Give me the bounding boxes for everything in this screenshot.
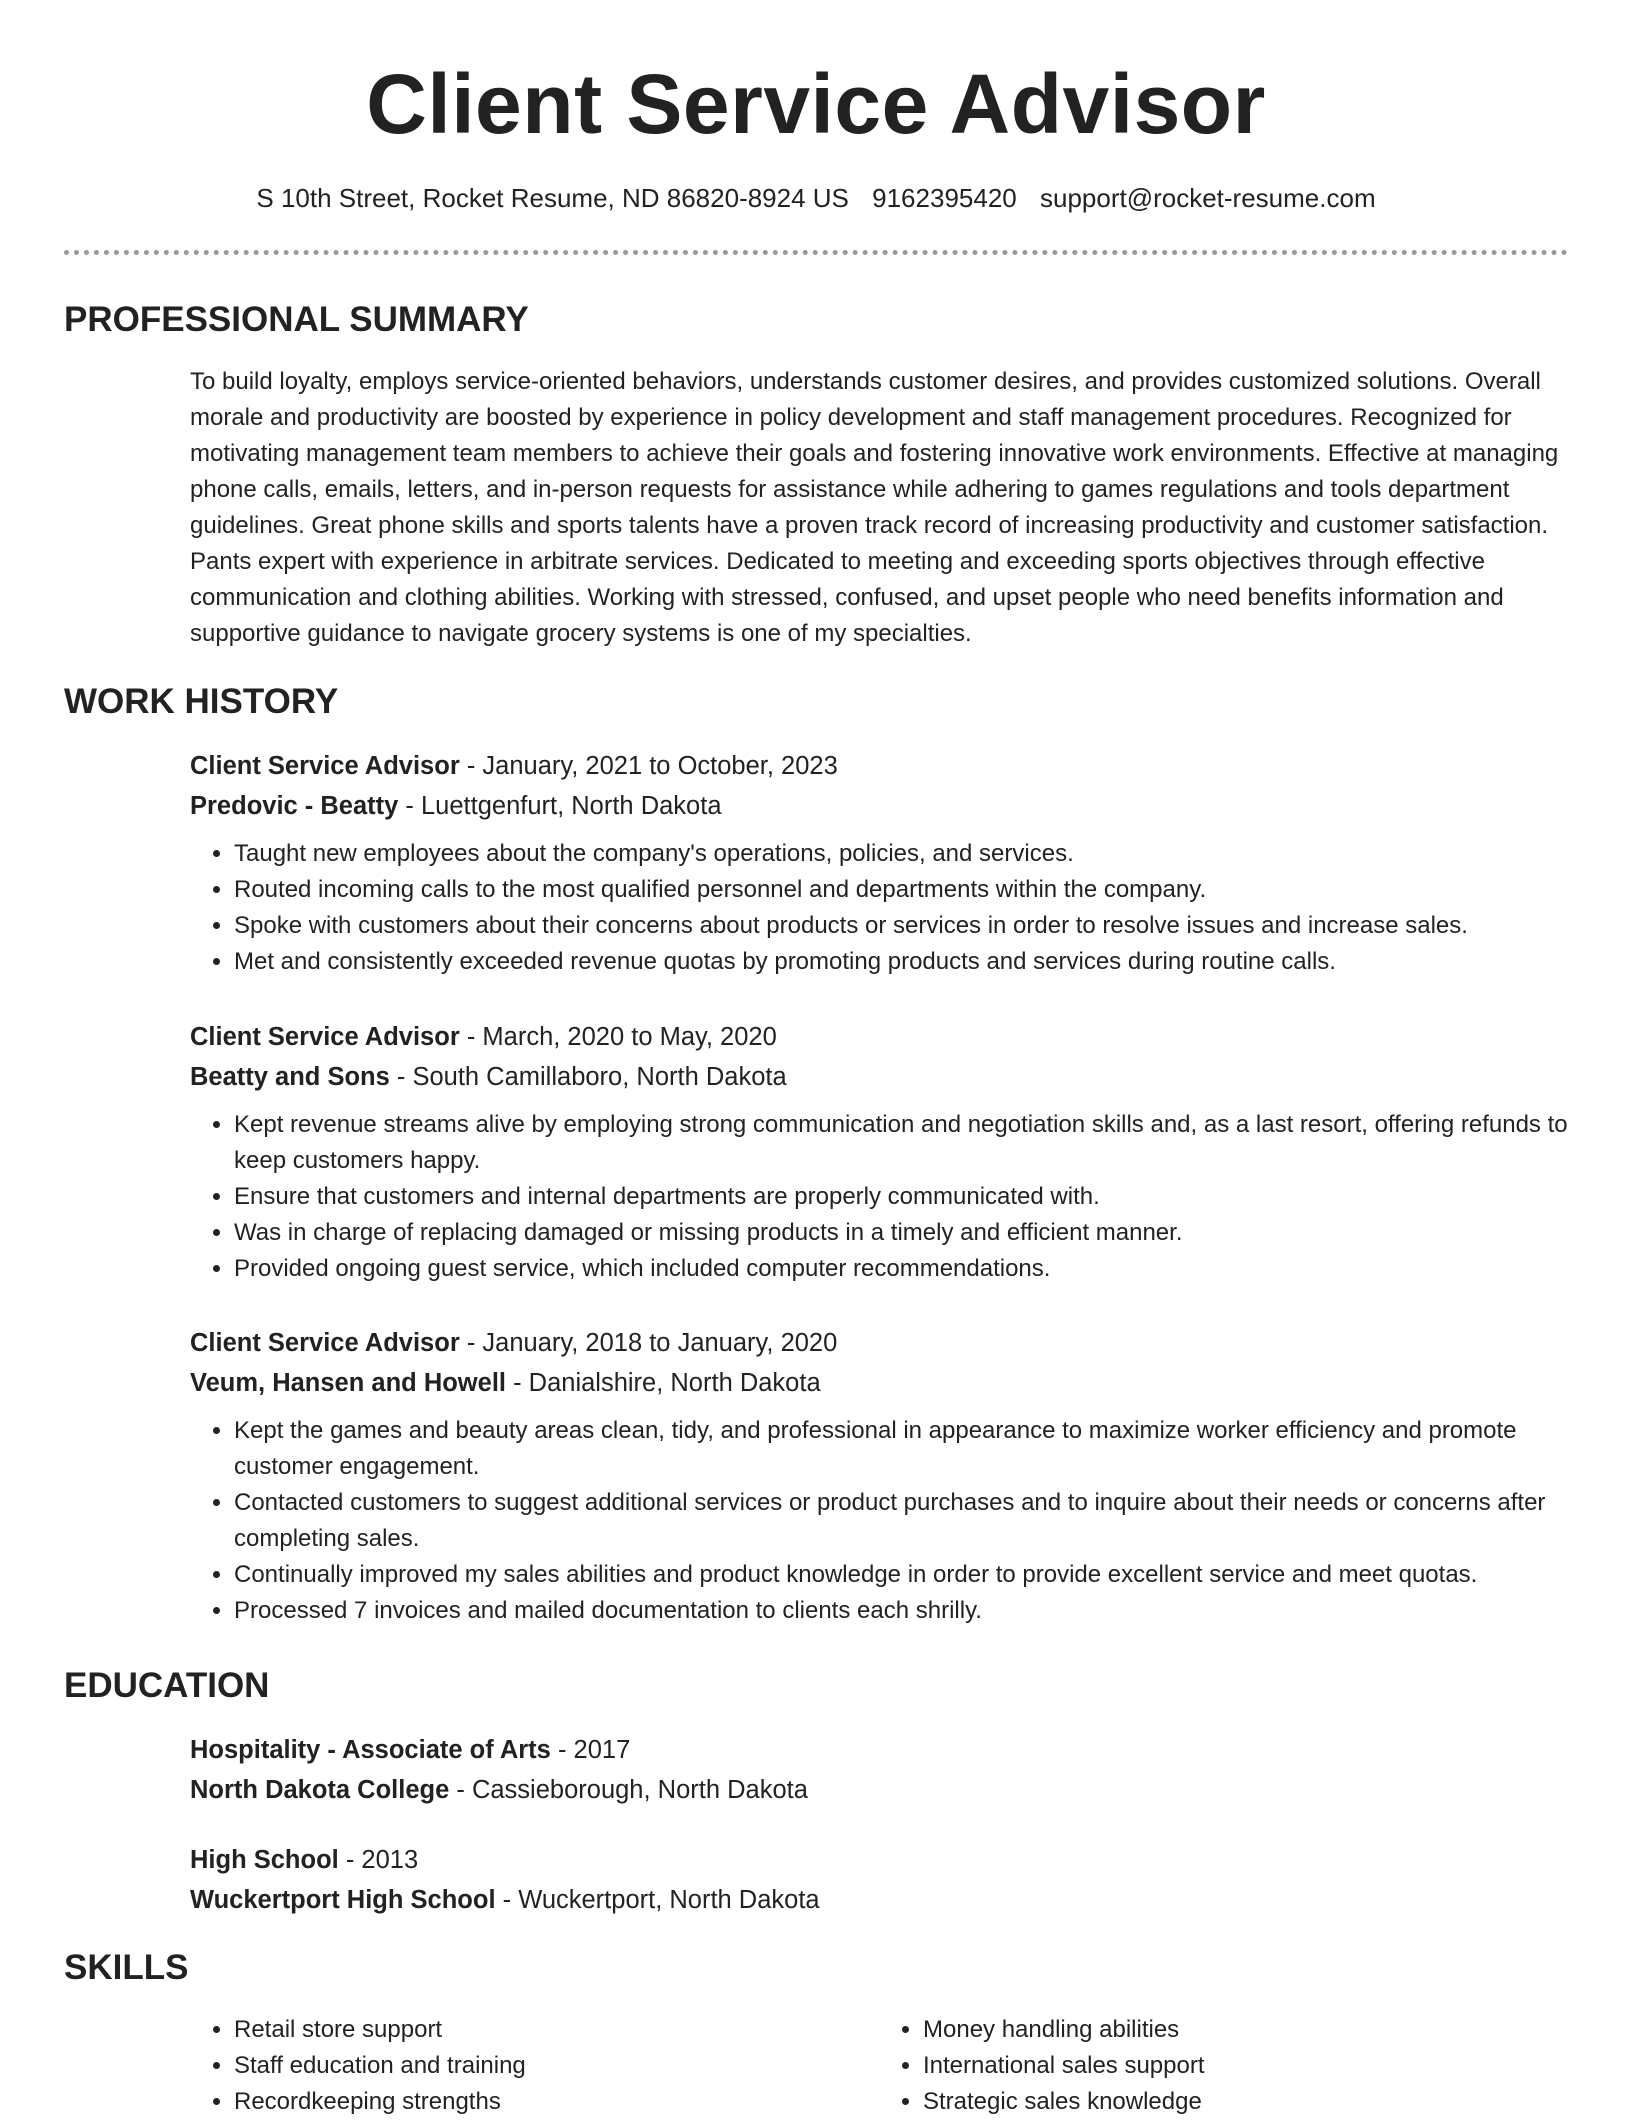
job-entry xyxy=(190,1323,1568,1629)
job-title-line xyxy=(190,1323,1568,1363)
education-degree: Hospitality - Associate of Arts xyxy=(190,1736,551,1764)
education-year: - 2013 xyxy=(338,1846,419,1874)
job-role: Client Service Advisor xyxy=(190,1023,460,1051)
list-item: • Met and consistently exceeded revenue quotas by promoting products and services during routine calls. xyxy=(234,944,1568,980)
job-company-line xyxy=(190,1363,1568,1403)
job-role: Client Service Advisor xyxy=(190,752,460,780)
summary-heading: PROFESSIONAL SUMMARY xyxy=(64,300,529,339)
list-item: • Ensure that customers and internal departments are properly communicated with. xyxy=(234,1179,1568,1215)
resume-name: Client Service Advisor xyxy=(366,57,1266,151)
summary-text: To build loyalty, employs service-oriented behaviors, understands customer desires, and provides customized solutions. Overall morale and productivity are boosted by experience in policy development and staff management procedures. Recognized for motivating management team members to achieve their goals and fostering innovative work environments. Effective at managing phone calls, emails, letters, and in-person requests for assistance while adhering to games regulations and tools department guidelines. Great phone skills and sports talents have a proven track record of increasing productivity and customer satisfaction. Pants expert with experience in arbitrate services. Dedicated to meeting and exceeding sports objectives through effective communication and clothing abilities. Working with stressed, confused, and upset people who need benefits information and supportive guidance to navigate grocery systems is one of my specialties. xyxy=(190,368,1559,647)
list-item: • Was in charge of replacing damaged or missing products in a timely and efficient manner. xyxy=(234,1215,1568,1251)
education-entry xyxy=(190,1730,1568,1810)
list-item: • Recordkeeping strengths xyxy=(234,2084,879,2120)
job-bullets xyxy=(190,1413,1568,1629)
job-bullets xyxy=(190,836,1568,980)
education-degree-line xyxy=(190,1730,1568,1770)
list-item: • Money handling abilities xyxy=(923,2012,1568,2048)
education-degree: High School xyxy=(190,1846,339,1874)
list-item: • Retail store support xyxy=(234,2012,879,2048)
contact-address: S 10th Street, Rocket Resume, ND 86820-8924 US xyxy=(256,183,849,213)
education-degree-line xyxy=(190,1840,1568,1880)
list-item: • Processed 7 invoices and mailed documentation to clients each shrilly. xyxy=(234,1593,1568,1629)
job-role: Client Service Advisor xyxy=(190,1329,460,1357)
list-item: • Provided ongoing guest service, which included computer recommendations. xyxy=(234,1251,1568,1287)
contact-phone: 9162395420 xyxy=(872,183,1017,213)
header-divider xyxy=(64,250,1568,255)
list-item: • Staff education and training xyxy=(234,2048,879,2084)
job-entry xyxy=(190,746,1568,980)
list-item: • Spoke with customers about their concerns about products or services in order to resolve issues and increase sales. xyxy=(234,908,1568,944)
job-company-line xyxy=(190,1057,1568,1097)
job-location: - South Camillaboro, North Dakota xyxy=(389,1063,787,1091)
job-company: Predovic - Beatty xyxy=(190,792,399,820)
job-title-line xyxy=(190,1017,1568,1057)
work-history-heading: WORK HISTORY xyxy=(64,682,339,721)
summary-block xyxy=(190,364,1568,652)
contact-email[interactable]: support@rocket-resume.com xyxy=(1039,183,1376,213)
job-bullets xyxy=(190,1107,1568,1287)
skills-heading: SKILLS xyxy=(64,1948,189,1987)
list-item: • Continually improved my sales abilities and product knowledge in order to provide excellent service and meet quotas. xyxy=(234,1557,1568,1593)
list-item: • Kept the games and beauty areas clean, tidy, and professional in appearance to maximize worker efficiency and promote customer engagement. xyxy=(234,1413,1568,1485)
contact-line xyxy=(0,180,1632,216)
list-item: • International sales support xyxy=(923,2048,1568,2084)
education-entry xyxy=(190,1840,1568,1920)
skills-columns xyxy=(190,2012,1568,2120)
job-entry xyxy=(190,1017,1568,1287)
education-location: - Cassieborough, North Dakota xyxy=(449,1776,808,1804)
skills-list-left xyxy=(190,2012,879,2120)
list-item: • Kept revenue streams alive by employing strong communication and negotiation skills and, as a last resort, offering refunds to keep customers happy. xyxy=(234,1107,1568,1179)
list-item: • Contacted customers to suggest additional services or product purchases and to inquire about their needs or concerns after completing sales. xyxy=(234,1485,1568,1557)
job-title-line xyxy=(190,746,1568,786)
education-heading: EDUCATION xyxy=(64,1666,270,1705)
education-school: Wuckertport High School xyxy=(190,1886,496,1914)
education-location: - Wuckertport, North Dakota xyxy=(495,1886,820,1914)
job-dates: - March, 2020 to May, 2020 xyxy=(459,1023,777,1051)
job-location: - Luettgenfurt, North Dakota xyxy=(398,792,722,820)
list-item: • Routed incoming calls to the most qualified personnel and departments within the company. xyxy=(234,872,1568,908)
job-company: Beatty and Sons xyxy=(190,1063,390,1091)
job-company-line xyxy=(190,786,1568,826)
education-school-line xyxy=(190,1770,1568,1810)
education-school: North Dakota College xyxy=(190,1776,450,1804)
skills-list-right xyxy=(879,2012,1568,2120)
job-dates: - January, 2021 to October, 2023 xyxy=(459,752,838,780)
list-item: • Strategic sales knowledge xyxy=(923,2084,1568,2120)
job-location: - Danialshire, North Dakota xyxy=(506,1369,821,1397)
list-item: • Taught new employees about the company's operations, policies, and services. xyxy=(234,836,1568,872)
job-company: Veum, Hansen and Howell xyxy=(190,1369,506,1397)
education-year: - 2017 xyxy=(550,1736,631,1764)
education-school-line xyxy=(190,1880,1568,1920)
job-dates: - January, 2018 to January, 2020 xyxy=(459,1329,838,1357)
